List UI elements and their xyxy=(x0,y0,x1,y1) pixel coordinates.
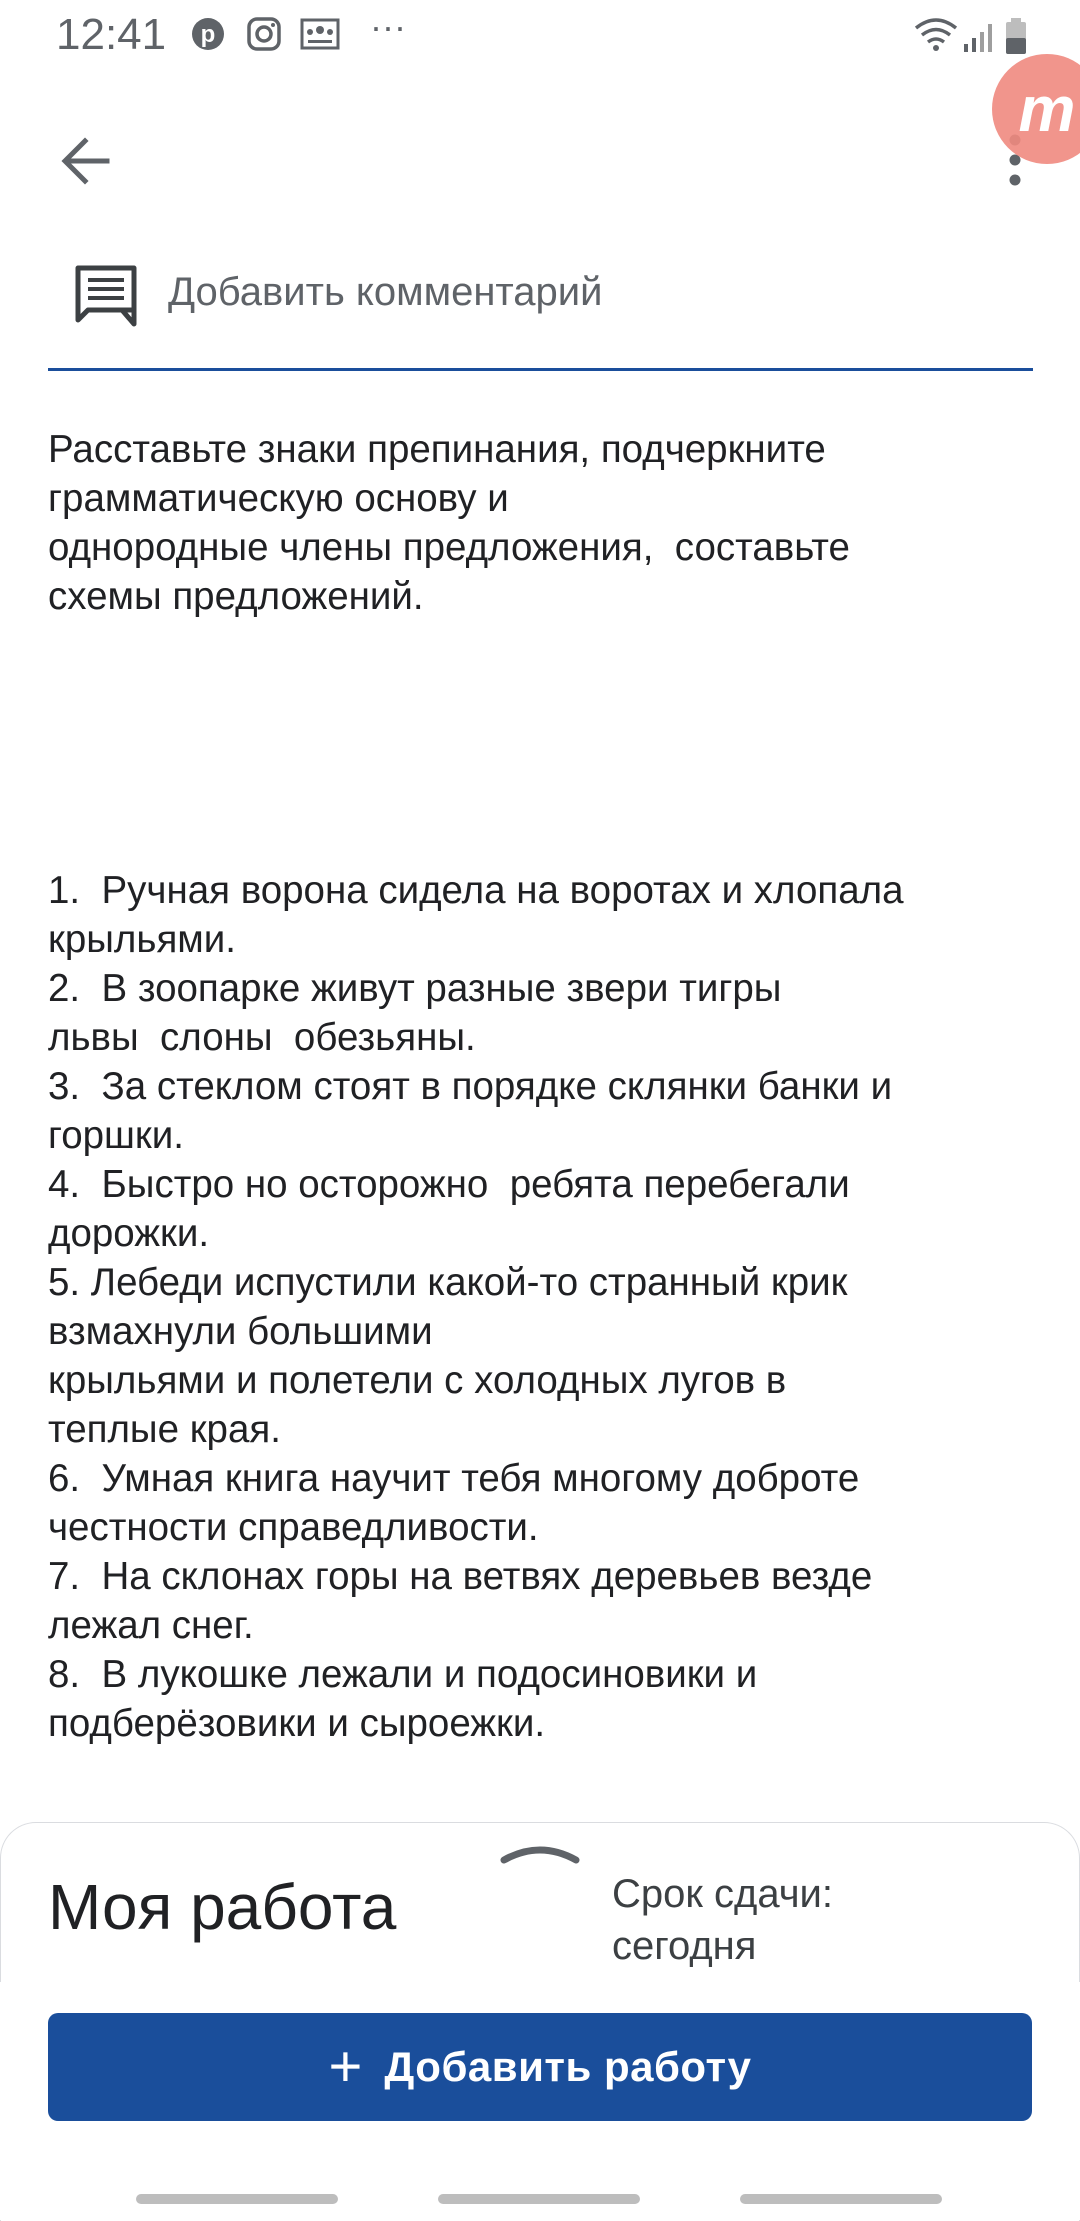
signal-icon xyxy=(964,24,992,52)
status-time: 12:41 xyxy=(56,10,167,59)
due-label: Срок сдачи: xyxy=(612,1872,833,1916)
instagram-icon xyxy=(246,16,282,57)
wifi-icon xyxy=(916,20,956,51)
bubble-letter: m xyxy=(1018,73,1076,145)
add-comment-field[interactable] xyxy=(48,240,1033,371)
plus-icon: + xyxy=(328,2034,363,2099)
classroom-icon xyxy=(300,16,340,57)
status-right-icons xyxy=(912,14,1032,63)
arrow-back-icon xyxy=(55,131,115,191)
svg-text:p: p xyxy=(200,21,216,48)
due-value: сегодня xyxy=(612,1924,757,1968)
nav-home[interactable] xyxy=(438,2194,640,2204)
nav-back[interactable] xyxy=(740,2194,942,2204)
assignment-instructions: Расставьте знаки препинания, подчеркните грамматическую основу и однородные члены предложения, составьте схемы предложений. xyxy=(48,428,850,618)
battery-icon xyxy=(1006,18,1026,54)
more-notifications-icon: ··· xyxy=(370,6,406,47)
add-work-button[interactable] xyxy=(48,2013,1032,2121)
add-work-label: Добавить работу xyxy=(384,2043,752,2090)
status-bar xyxy=(0,0,1080,72)
pinterest-icon xyxy=(190,16,226,57)
my-work-title: Моя работа xyxy=(48,1871,397,1943)
comment-placeholder: Добавить комментарий xyxy=(168,270,603,314)
chevron-up-icon xyxy=(500,1836,580,1866)
due-date xyxy=(612,1868,833,1972)
back-button[interactable] xyxy=(40,116,130,206)
nav-recents[interactable] xyxy=(136,2194,338,2204)
assignment-tasks: 1. Ручная ворона сидела на воротах и хлопала крыльями. 2. В зоопарке живут разные звери тигры львы слоны обезьяны. 3. За стеклом стоят в порядке склянки банки и горшки. 4. Быстро но осторожно ребята перебегали дорожки. 5. Лебеди испустили какой-то странный крик взмахнули большими крыльями и полетели с холодных лугов в теплые края. 6. Умная книга научит тебя многому доброте честности справедливости. 7. На склонах горы на ветвях деревьев везде лежал снег. 8. В лукошке лежали и подосиновики и подберёзовики и сыроежки. xyxy=(48,869,904,1745)
sheet-expand-handle[interactable] xyxy=(500,1836,580,1866)
comment-icon xyxy=(74,264,138,333)
